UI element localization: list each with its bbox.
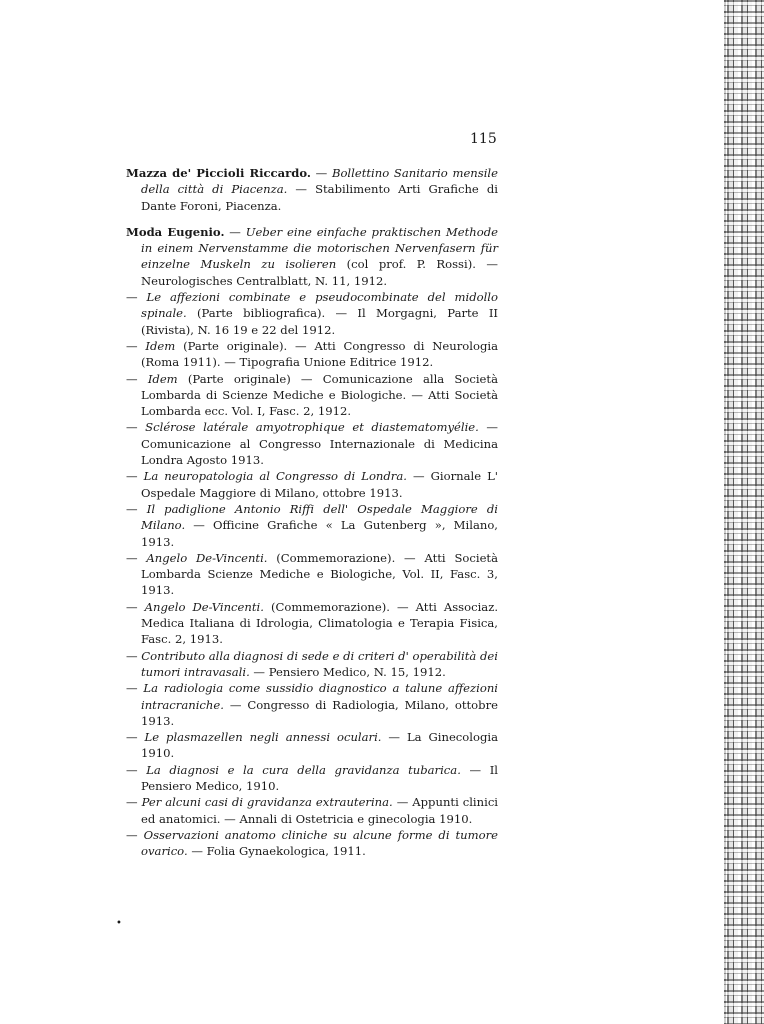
author-name: Mazza de' Piccioli Riccardo.	[126, 166, 311, 180]
dash: —	[126, 730, 145, 745]
work-title: Il padiglione Antonio Riffi dell' Ospedale Maggiore di Milano.	[141, 501, 499, 533]
work-title: Sclérose latérale amyotrophique et diastematomyélie.	[145, 420, 479, 435]
bibliography-entry	[126, 371, 498, 420]
bibliography-entry	[126, 827, 498, 860]
dash: —	[126, 599, 145, 614]
work-title: Per alcuni casi di gravidanza extrauterina.	[141, 795, 393, 810]
bibliography-entry	[126, 729, 498, 762]
publication-info: (Commemorazione). — Atti Associaz. Medica Italiana di Idrologia, Climatologia e Terapia Fisica, Fasc. 2, 1913.	[141, 599, 499, 647]
bibliography-entry	[126, 648, 498, 681]
publication-info: (Parte originale) — Comunicazione alla Società Lombarda di Scienze Mediche e Biologiche. — Atti Società Lombarda ecc. Vol. I, Fasc. 2, 1912.	[141, 371, 498, 419]
work-title: La radiologia come sussidio diagnostico a talune affezioni intracraniche.	[141, 681, 499, 712]
work-title: La neuropatologia al Congresso di Londra.	[143, 469, 407, 484]
bibliography-entry	[126, 165, 498, 214]
dash: —	[126, 681, 144, 696]
dash: —	[126, 420, 146, 435]
dash: —	[126, 827, 144, 842]
publication-info: (col prof. P. Rossi). — Neurologisches Centralblatt, N. 11, 1912.	[141, 257, 498, 288]
bibliography-entry	[126, 419, 498, 468]
publication-info: — Il Pensiero Medico, 1910.	[141, 762, 498, 793]
dash: —	[126, 469, 144, 484]
dash: —	[126, 762, 147, 777]
bibliography-entry	[126, 680, 498, 729]
dash: —	[126, 550, 147, 565]
work-title: Le affezioni combinate e pseudocombinate del midollo spinale.	[141, 290, 498, 321]
bibliography-entry	[126, 289, 498, 338]
work-title: Contributo alla diagnosi di sede e di criteri d' operabilità dei tumori intravasali.	[141, 648, 499, 679]
bibliography-entry	[126, 794, 498, 827]
dash: —	[310, 166, 332, 180]
publication-info: — La Ginecologia 1910.	[141, 730, 499, 761]
dash: —	[126, 371, 148, 386]
publication-info: — Appunti clinici ed anatomici. — Annali di Ostetricia e ginecologia 1910.	[141, 795, 499, 826]
dash: —	[126, 290, 147, 305]
work-title: Idem	[147, 371, 178, 386]
ink-mark: •	[116, 918, 122, 929]
work-title: Angelo De-Vincenti.	[146, 550, 268, 565]
publication-info: — Comunicazione al Congresso Internazionale di Medicina Londra Agosto 1913.	[141, 420, 499, 468]
dash: —	[126, 648, 142, 663]
publication-info: — Stabilimento Arti Grafiche di Dante Foroni, Piacenza.	[141, 182, 498, 213]
bibliography-entry	[126, 501, 498, 550]
bibliography-entry	[126, 762, 498, 795]
dash: —	[224, 224, 246, 239]
publication-info: (Parte originale). — Atti Congresso di Neurologia (Roma 1911). — Tipografia Unione Editrice 1912.	[141, 338, 498, 370]
dash: —	[126, 795, 142, 810]
work-title: Bollettino Sanitario mensile della città di Piacenza.	[141, 166, 498, 197]
dash: —	[126, 501, 147, 516]
publication-info: — Officine Grafiche « La Gutenberg », Milano, 1913.	[141, 518, 498, 549]
bibliography-entry	[126, 338, 498, 371]
publication-info: — Pensiero Medico, N. 15, 1912.	[249, 664, 446, 679]
work-title: Ueber eine einfache praktischen Methode in einem Nervenstamme die motorischen Nervenfasern für einzelne Muskeln zu isolieren	[141, 224, 498, 272]
bibliography-entry	[126, 224, 498, 289]
dash: —	[126, 338, 146, 353]
work-title: Idem	[145, 338, 176, 353]
bibliography-entry	[126, 550, 498, 599]
publication-info: — Congresso di Radiologia, Milano, ottobre 1913.	[141, 697, 498, 728]
work-title: Osservazioni anatomo cliniche su alcune forme di tumore ovarico.	[141, 827, 498, 859]
work-title: La diagnosi e la cura della gravidanza tubarica.	[146, 762, 461, 777]
bibliography-list	[126, 165, 498, 859]
work-title: Le plasmazellen negli annessi oculari.	[144, 730, 382, 745]
publication-info: — Giornale L' Ospedale Maggiore di Milano, ottobre 1913.	[141, 469, 498, 500]
author-name: Moda Eugenio.	[126, 224, 225, 239]
publication-info: (Parte bibliografica). — Il Morgagni, Parte II (Rivista), N. 16 19 e 22 del 1912.	[141, 306, 498, 337]
publication-info: — Folia Gynaekologica, 1911.	[187, 844, 366, 859]
bibliography-entry	[126, 599, 498, 648]
work-title: Angelo De-Vincenti.	[144, 599, 264, 614]
bibliography-entry	[126, 468, 498, 501]
page-number: 115	[470, 131, 497, 147]
scan-edge	[724, 0, 764, 1024]
publication-info: (Commemorazione). — Atti Società Lombarda Scienze Mediche e Biologiche, Vol. II, Fasc. 3, 1913.	[141, 550, 498, 598]
